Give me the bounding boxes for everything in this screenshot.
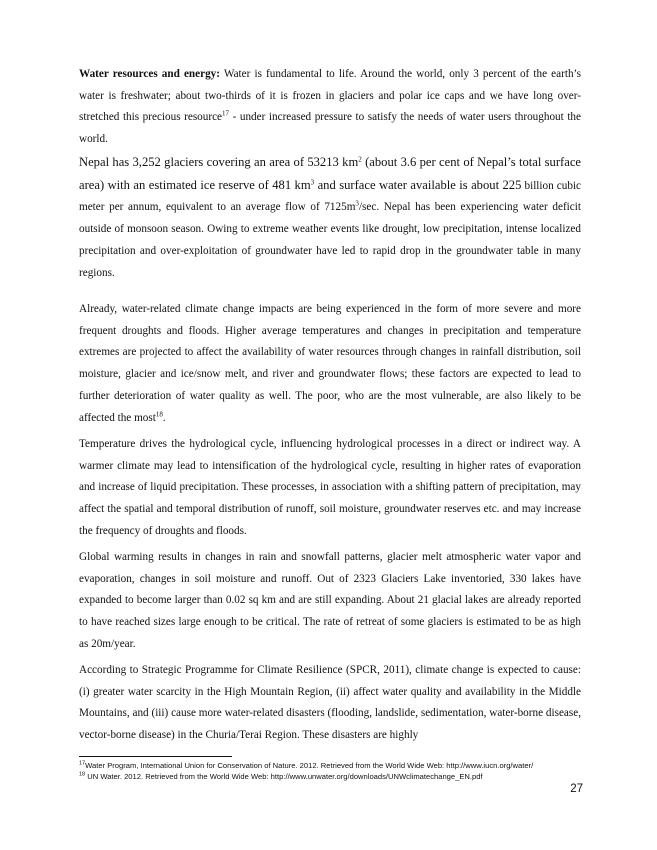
superscript: 3: [355, 199, 359, 208]
paragraph-text: .: [162, 411, 166, 424]
paragraph-nepal-glaciers: [79, 152, 581, 284]
footnote-text: Water Program, International Union for Conservation of Nature. 2012. Retrieved from the World Wide Web: http://www.iucn.org/water/: [85, 761, 534, 770]
footnote-17: [79, 760, 599, 771]
paragraph-climate-impacts: [79, 299, 581, 429]
footnote-text: UN Water. 2012. Retrieved from the World Wide Web: http://www.unwater.org/downloads/UNWclimatechange_EN.pdf: [85, 772, 483, 781]
paragraph-hydrological-cycle: Temperature drives the hydrological cycle, influencing hydrological processes in a direct or indirect way. A warmer climate may lead to intensification of the hydrological cycle, resulting in higher rates of evaporation and increase of liquid precipitation. These processes, in association with a shifting pattern of precipitation, may affect the spatial and temporal distribution of runoff, soil moisture, groundwater reserves etc. and may increase the frequency of droughts and floods.: [79, 438, 581, 537]
footnote-18: [79, 771, 599, 782]
paragraph-text: (about 3.6 per cent of Nepal’s total surface area) with an estimated ice reserve of 481 km: [79, 155, 582, 192]
footnote-ref: 18: [155, 409, 163, 418]
paragraph-global-warming: Global warming results in changes in rain and snowfall patterns, glacier melt atmospheric water vapor and evaporation, changes in soil moisture and runoff. Out of 2323 Glaciers Lake inventoried, 330 lakes have expanded to become larger than 0.02 sq km and are still expanding. About 21 glacial lakes are already reported to have reached sizes large enough to be critical. The rate of retreat of some glaciers is estimated to be as high as 20m/year.: [79, 551, 581, 650]
paragraph-text: Already, water-related climate change impacts are being experienced in the form of more severe and more frequent droughts and floods. Higher average temperatures and changes in precipitation and temperature extremes are projected to affect the availability of water resources through changes in rainfall distribution, soil moisture, glacier and ice/snow melt, and river and groundwater flows; these factors are expected to lead to further deterioration of water quality as well. The poor, who are the most vulnerable, are also likely to be affected the most: [79, 303, 581, 424]
paragraph-spcr: According to Strategic Programme for Climate Resilience (SPCR, 2011), climate change is expected to cause: (i) greater water scarcity in the High Mountain Region, (ii) affect water quality and availability in the Middle Mountains, and (iii) cause more water-related disasters (flooding, landslide, sedimentation, water-borne disease, vector-borne disease) in the Churia/Terai Region. These disasters are highly: [79, 664, 581, 742]
paragraph-text: - under increased pressure to satisfy the needs of water users throughout the world.: [79, 111, 581, 146]
footnote-ref: 17: [222, 109, 230, 118]
footnotes: [79, 760, 599, 782]
paragraph-text: Water is fundamental to life. Around the world, only 3 percent of the earth’s water is freshwater; about two-thirds of it is frozen in glaciers and polar ice caps and we have long over-stretched this precious resource: [79, 68, 582, 124]
superscript: 2: [358, 155, 362, 164]
footnote-divider: [79, 756, 232, 757]
superscript: 3: [310, 177, 315, 186]
paragraph-text: and surface water available is about 225: [314, 177, 522, 192]
paragraph-text: billion cubic meter per annum, equivalent to an average flow of 7125m: [79, 179, 582, 214]
paragraph-water-resources: [79, 64, 581, 151]
page-number: 27: [570, 783, 583, 795]
footnote-number: 18: [79, 771, 86, 778]
paragraph-heading: Water resources and energy:: [79, 68, 220, 80]
footnote-number: 17: [79, 760, 86, 767]
paragraph-text: Nepal has 3,252 glaciers covering an area of 53213 km: [79, 155, 359, 169]
paragraph-text: /sec. Nepal has been experiencing water deficit outside of monsoon season. Owing to extreme weather events like drought, low precipitation, intense localized precipitation and over-exploitation of groundwater have led to rapid drop in the groundwater table in many regions.: [79, 201, 581, 279]
